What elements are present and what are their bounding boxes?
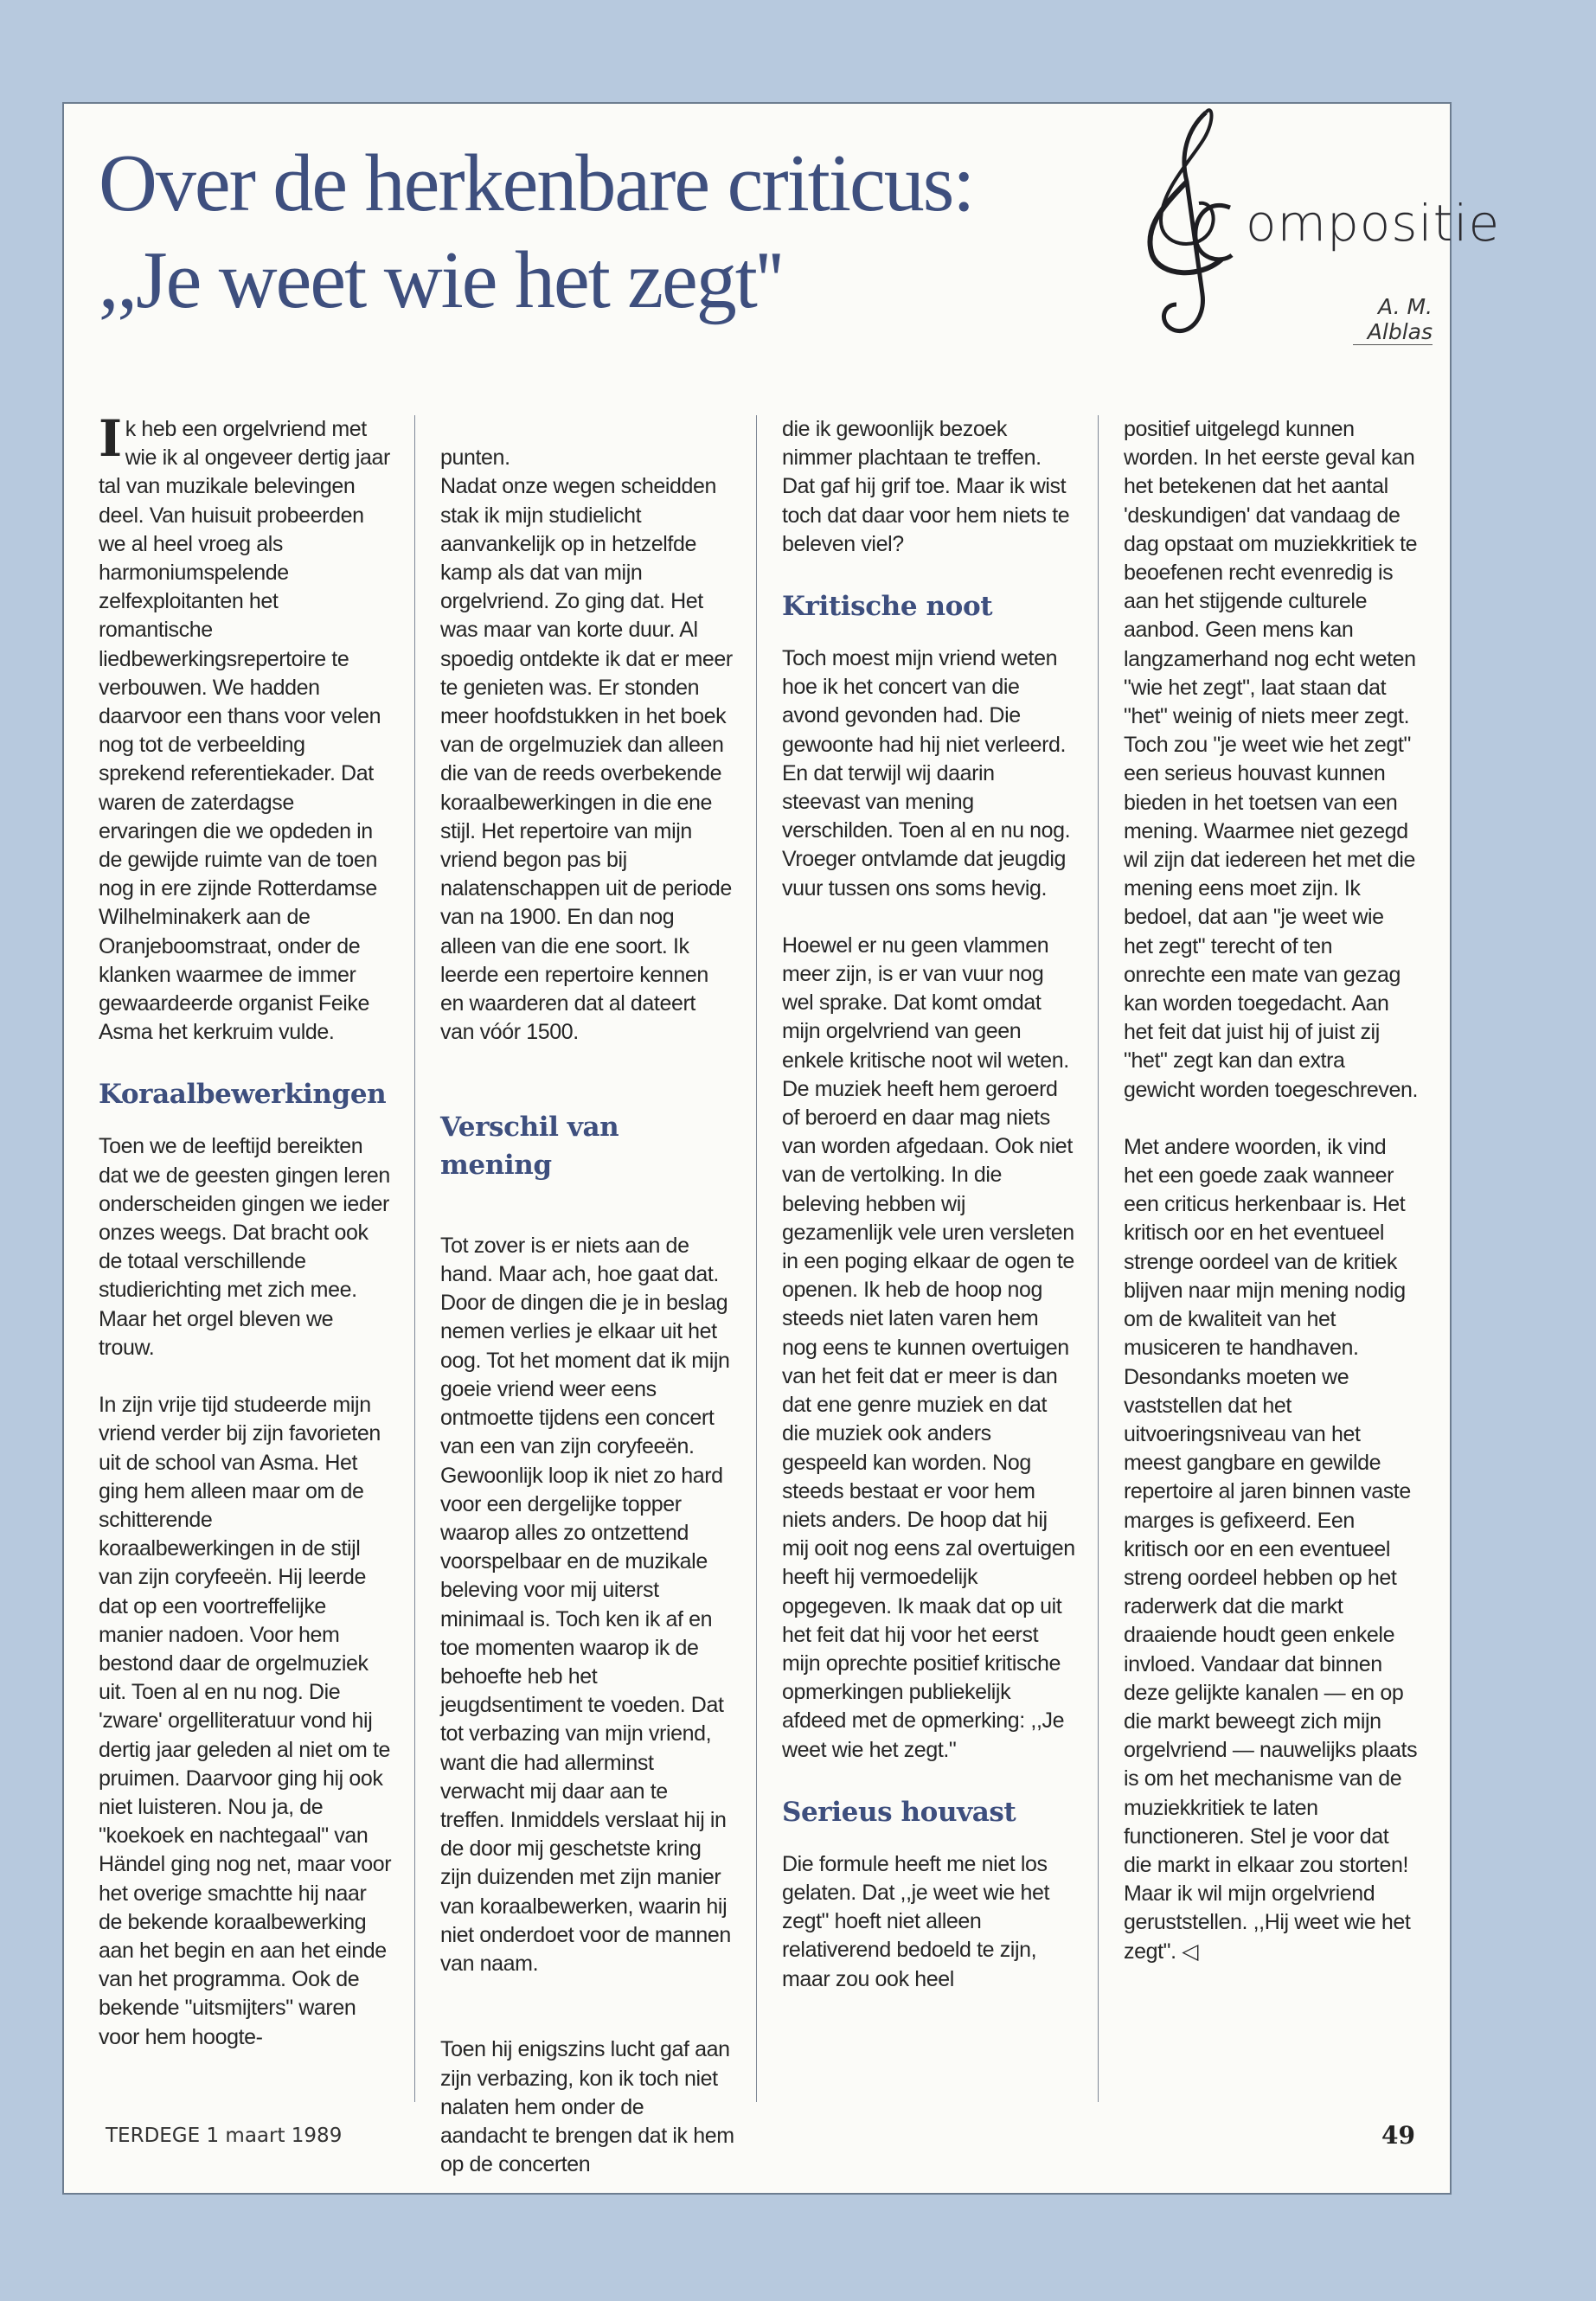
subheading: Verschil van mening xyxy=(440,1111,619,1181)
paragraph xyxy=(99,409,393,1047)
title-line-1: Over de herkenbare criticus: xyxy=(99,138,974,228)
page-number: 49 xyxy=(1381,2121,1415,2150)
paragraph: Met andere woorden, ik vind het een goede zaak wanneer een criticus herkenbaar is. Het kritisch oor en het eventueel strenge oordeel van de kritiek blijven naar mijn mening nodig om de kwaliteit van het musiceren te handhaven. Desondanks moeten we vaststellen dat het uitvoeringsniveau van het meest gangbare en gewilde repertoire al jaren binnen vaste marges is gefixeerd. Een kritisch oor en een eventueel streng oordeel hebben op het raderwerk dat die markt draaiende houdt geen enkele invloed. Vandaar dat binnen deze gelijkte kanalen — en op die markt beweegt zich mijn orgelvriend — nauwelijks plaats is om het mechanisme van de muziekkritiek te laten functioneren. Stel je voor dat die markt in elkaar zou storten! Maar ik wil mijn orgelvriend geruststellen. ,,Hij weet wie het zegt". ◁ xyxy=(1124,1134,1418,1964)
column-divider xyxy=(414,415,415,2102)
author-byline: A. M. Alblas xyxy=(1353,294,1433,345)
column-3 xyxy=(782,415,1076,2102)
rubric-title: ompositie xyxy=(1246,194,1501,253)
column-2 xyxy=(440,415,734,2177)
subheading: Kritische noot xyxy=(782,591,993,623)
column-4 xyxy=(1124,415,1418,2102)
drop-cap: I xyxy=(99,409,122,468)
paragraph: die ik gewoonlijk bezoek nimmer plachtaan te treffen. Dat gaf hij grif toe. Maar ik wist toch dat daar voor hem niets te beleven viel? xyxy=(782,417,1070,556)
paragraph: In zijn vrije tijd studeerde mijn vriend verder bij zijn favorieten uit de school van Asma. Het ging hem alleen maar om de schitterende koraalbewerkingen in de stijl van zijn coryfeeën. Hij leerde dat op een voortreffelijke manier nadoen. Voor hem bestond daar de orgelmuziek uit. Toen al en nu nog. Die 'zware' orgelliteratuur vond hij dertig jaar geleden al niet om te pruimen. Daarvoor ging hij ook niet luisteren. Nou ja, de "koekoek en nachtegaal" van Händel ging nog net, maar voor het overige smachtte hij naar de bekende koraalbewerking aan het begin en aan het einde van het programma. Ook de bekende "uitsmijters" waren voor hem hoogte- xyxy=(99,1393,392,2049)
paragraph: Toch moest mijn vriend weten hoe ik het concert van die avond gevonden had. Die gewoonte had hij niet verleerd. En dat terwijl wij daarin steevast van mening verschilden. Toen al en nu nog. Vroeger ontvlamde dat jeugdig vuur tussen ons soms hevig. xyxy=(782,646,1071,901)
magazine-page xyxy=(62,102,1501,2195)
paragraph-text: k heb een orgelvriend met wie ik al ongeveer dertig jaar tal van muzikale belevingen deel. Van huisuit probeerden we al heel vroeg als harmoniumspelende zelfexploitanten het romantische liedbewerkingsrepertoire te verbouwen. We hadden daarvoor een thans voor velen nog tot de verbeelding sprekend referentiekader. Dat waren de zaterdagse ervaringen die we opdeden in de gewijde ruimte van de toen nog in ere zijnde Rotterdamse Wilhelminakerk aan de Oranjeboomstraat, onder de klanken waarmee de immer gewaardeerde organist Feike Asma het kerkruim vulde. xyxy=(99,417,390,1045)
paragraph: Die formule heeft me niet los gelaten. Dat ,,je weet wie het zegt" hoeft niet alleen relativerend bedoeld te zijn, maar zou ook heel xyxy=(782,1851,1050,1991)
treble-clef-icon xyxy=(1126,78,1265,363)
title-line-2: ,,Je weet wie het zegt'' xyxy=(99,235,782,325)
paragraph: Toen hij enigszins lucht gaf aan zijn verbazing, kon ik toch niet nalaten hem onder de aandacht te brengen dat ik hem op de concerten xyxy=(440,2037,734,2177)
paragraph: Tot zover is er niets aan de hand. Maar ach, hoe gaat dat. Door de dingen die je in beslag nemen verlies je elkaar uit het oog. Tot het moment dat ik mijn goeie vriend weer eens ontmoette tijdens een concert van een van zijn coryfeeën. Gewoonlijk loop ik niet zo hard voor een dergelijke topper waarop alles zo ontzettend voorspelbaar en de muzikale beleving voor mij uiterst minimaal is. Toch ken ik af en toe momenten waarop ik de behoefte heb het jeugdsentiment te voeden. Dat tot verbazing van mijn vriend, want die had allerminst verwacht mij daar aan te treffen. Inmiddels verslaat hij in de door mij geschetste kring zijn duizenden met zijn manier van koraalbewerken, waarin hij niet onderdoet voor de mannen van naam. xyxy=(440,1233,731,1976)
column-divider xyxy=(756,415,757,2102)
column-divider xyxy=(1098,415,1099,2102)
article-title xyxy=(99,135,1137,329)
column-1 xyxy=(99,409,393,2102)
paragraph: Toen we de leeftijd bereikten dat we de geesten gingen leren onderscheiden gingen we ieder onzes weegs. Dat bracht ook de totaal verschillende studierichting met zich mee. Maar het orgel bleven we trouw. xyxy=(99,1134,390,1360)
subheading: Koraalbewerkingen xyxy=(99,1079,387,1111)
subheading: Serieus houvast xyxy=(782,1796,1016,1828)
rubric-header xyxy=(1126,104,1501,355)
publication-footer: TERDEGE 1 maart 1989 xyxy=(106,2125,343,2147)
paragraph: positief uitgelegd kunnen worden. In het eerste geval kan het betekenen dat het aantal 'deskundigen' dat vandaag de dag opstaat om muziekkritiek te beoefenen recht evenredig is aan het stijgende culturele aanbod. Geen mens kan langzamerhand nog echt weten "wie het zegt", laat staan dat "het" weinig of niets meer zegt. Toch zou "je weet wie het zegt" een serieus houvast kunnen bieden in het toetsen van een mening. Waarmee niet gezegd wil zijn dat iedereen het met die mening eens moet zijn. Ik bedoel, dat aan "je weet wie het zegt" terecht of ten onrechte een mate van gezag kan worden toegedacht. Aan het feit dat juist hij of juist zij "het" zegt kan dan extra gewicht worden toegeschreven. xyxy=(1124,417,1418,1102)
paragraph: Hoewel er nu geen vlammen meer zijn, is er van vuur nog wel sprake. Dat komt omdat mijn orgelvriend van geen enkele kritische noot wil weten. De muziek heeft hem geroerd of beroerd en daar mag niets van worden afgedaan. Ook niet van de vertolking. In die beleving hebben wij gezamenlijk vele uren versleten in een poging elkaar de ogen te openen. Ik heb de hoop nog steeds niet laten varen hem nog eens te kunnen overtuigen van het feit dat er meer is dan dat ene genre muziek en dat die muziek ook anders gespeeld kan worden. Nog steeds bestaat er voor hem niets anders. De hoop dat hij mij ooit nog eens zal overtuigen heeft hij vermoedelijk opgegeven. Ik maak dat op uit het feit dat hij voor het eerst mijn oprechte positief kritische opmerkingen publiekelijk afdeed met de opmerking: ,,Je weet wie het zegt." xyxy=(782,933,1075,1762)
paragraph: punten. Nadat onze wegen scheidden stak ik mijn studielicht aanvankelijk op in hetzelfde kamp als dat van mijn orgelvriend. Zo ging dat. Het was maar van korte duur. Al spoedig ontdekte ik dat er meer te genieten was. Er stonden meer hoofdstukken in het boek van de orgelmuziek dan alleen die van de reeds overbekende koraalbewerkingen in die ene stijl. Het repertoire van mijn vriend begon pas bij nalatenschappen uit de periode van na 1900. En dan nog alleen van die ene soort. Ik leerde een repertoire kennen en waarderen dat al dateert van vóór 1500. xyxy=(440,445,733,1045)
